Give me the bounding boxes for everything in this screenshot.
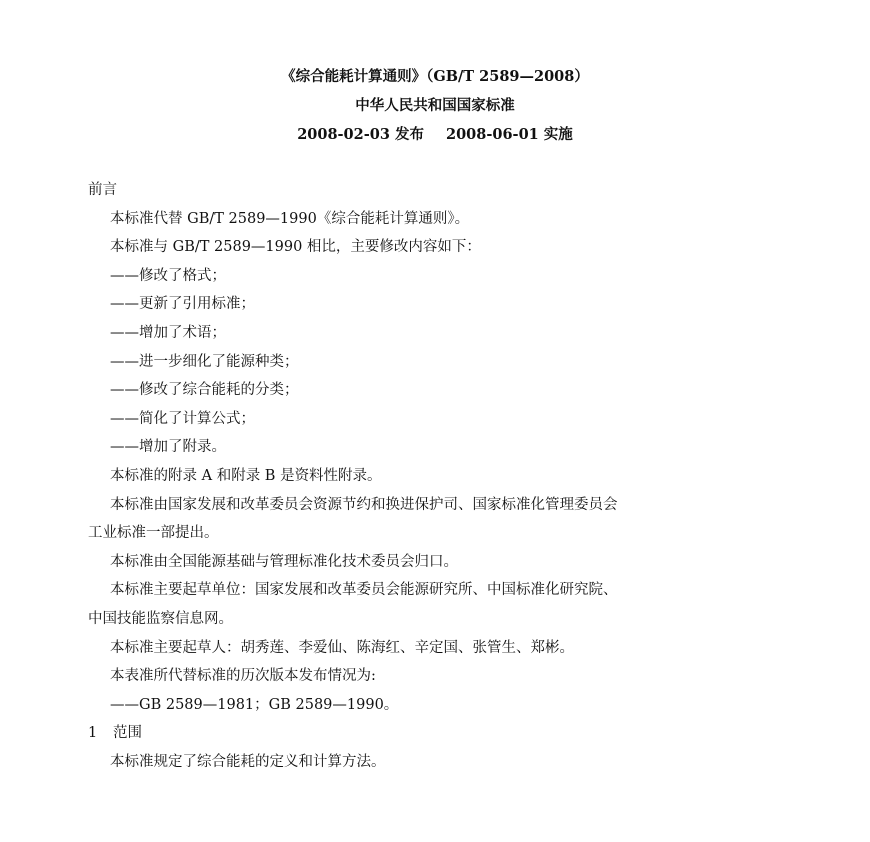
foreword-para-8: 本表准所代替标准的历次版本发布情况为: [110,668,376,685]
publish-date: 2008-02-03 发布 [297,126,424,143]
foreword-heading: 前言 [88,182,117,198]
change-item-6: ——简化了计算公式； [110,410,255,427]
foreword-para-5: 本标准由全国能源基础与管理标准化技术委员会归口。 [110,553,458,570]
section-1-title: 范围 [113,725,142,742]
foreword-para-7: 本标准主要起草人：胡秀莲、李爱仙、陈海红、辛定国、张管生、郑彬。 [110,639,574,656]
document-body [88,176,788,776]
foreword-para-3: 本标准的附录 A 和附录 B 是资料性附录。 [110,467,382,484]
change-item-4: ——进一步细化了能源种类； [110,353,299,370]
section-1-para-1: 本标准规定了综合能耗的定义和计算方法。 [110,753,386,770]
foreword-para-1: 本标准代替 GB/T 2589—1990《综合能耗计算通则》。 [110,210,470,227]
change-item-2: ——更新了引用标准； [110,296,255,313]
change-item-7: ——增加了附录。 [110,439,226,456]
change-item-5: ——修改了综合能耗的分类； [110,382,299,399]
foreword-para-4-line-1: 本标准由国家发展和改革委员会资源节约和换进保护司、国家标准化管理委员会 [110,496,618,513]
foreword-para-6-line-2: 中国技能监察信息网。 [88,610,233,627]
foreword-para-4-line-2: 工业标准一部提出。 [88,525,219,542]
section-1-number: 1 [88,725,98,742]
change-item-3: ——增加了术语； [110,324,226,341]
section-1-heading [88,719,788,748]
foreword-para-2: 本标准与 GB/T 2589—1990 相比，主要修改内容如下： [110,239,481,256]
implement-date: 2008-06-01 实施 [446,126,573,143]
document-header [0,62,870,149]
foreword-para-6-line-1: 本标准主要起草单位：国家发展和改革委员会能源研究所、中国标准化研究院、 [110,582,618,599]
change-item-1: ——修改了格式； [110,267,226,284]
date-line [0,120,870,149]
document-subtitle: 中华人民共和国国家标准 [355,97,515,114]
document-title: 《综合能耗计算通则》（GB/T 2589—2008） [281,68,589,85]
foreword-para-9: ——GB 2589—1981；GB 2589—1990。 [110,696,399,713]
